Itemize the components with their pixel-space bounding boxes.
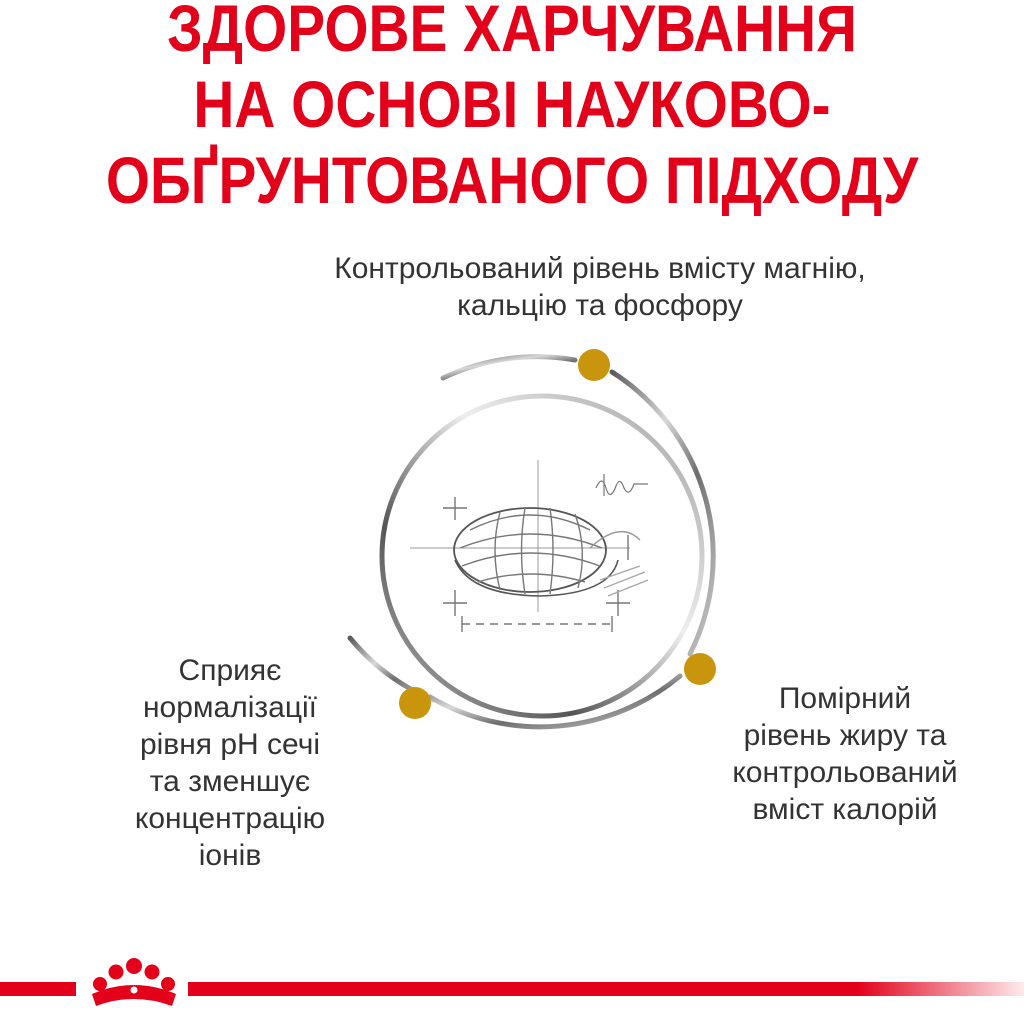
benefit-right-line: рівень жиру та — [743, 719, 947, 752]
benefit-left-line: та зменшує — [149, 765, 311, 798]
inner-ring — [382, 396, 702, 716]
brand-footer — [0, 950, 1024, 1024]
page-title-line-3: ОБҐРУНТОВАНОГО ПІДХОДУ — [105, 143, 919, 217]
page-title-line-1: ЗДОРОВЕ ХАРЧУВАННЯ — [167, 0, 857, 65]
gold-dot-left — [399, 687, 431, 719]
benefit-left-line: іонів — [198, 839, 262, 872]
benefit-right-line: Помірний — [778, 682, 912, 715]
benefit-right-line: контрольований — [732, 756, 958, 789]
outer-ring — [350, 357, 713, 727]
royal-crown-logo-icon — [92, 958, 176, 1006]
benefit-left-line: концентрацію — [134, 802, 326, 835]
benefit-right-line: вміст калорій — [752, 793, 938, 826]
benefit-left-line: нормалізації — [142, 691, 318, 724]
benefit-left-line: рівня pH сечі — [139, 728, 321, 761]
page-title-line-2: НА ОСНОВІ НАУКОВО- — [193, 67, 831, 141]
gold-dot-top — [578, 349, 610, 381]
benefit-right-caption — [690, 680, 1000, 828]
footer-bar-left — [0, 982, 76, 996]
benefit-top-line: кальцію та фосфору — [457, 289, 743, 322]
footer-bar-right — [188, 982, 1024, 996]
benefit-top-line: Контрольований рівень вмісту магнію, — [334, 252, 866, 285]
benefit-top-caption — [240, 250, 960, 324]
kibble-sketch-icon — [410, 460, 648, 632]
benefit-left-caption — [100, 652, 360, 874]
gold-dots — [399, 349, 716, 719]
benefit-left-line: Сприяє — [178, 654, 282, 687]
